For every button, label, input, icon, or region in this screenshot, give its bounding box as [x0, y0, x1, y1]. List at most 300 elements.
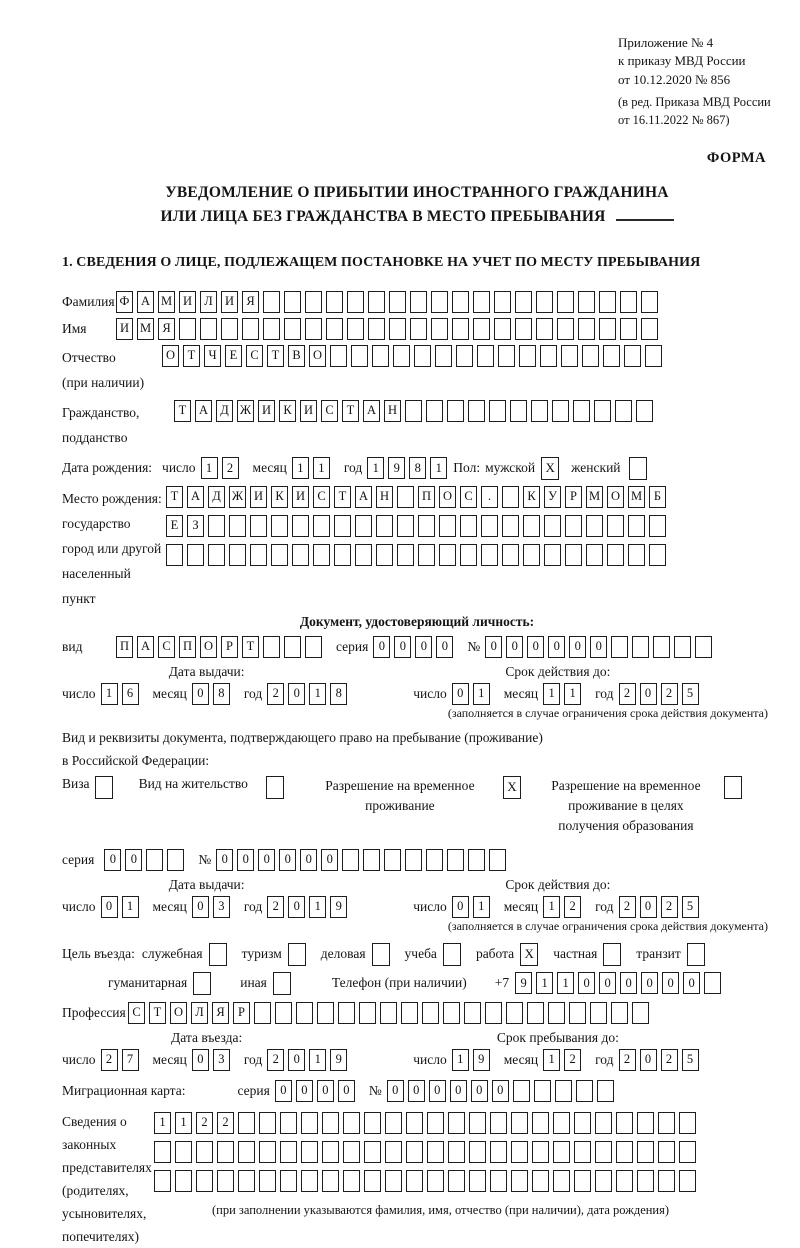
- char-box[interactable]: [280, 1170, 297, 1192]
- char-box[interactable]: 1: [543, 896, 560, 918]
- char-box[interactable]: [196, 1141, 213, 1163]
- char-box[interactable]: Ж: [229, 486, 246, 508]
- char-box[interactable]: [574, 1170, 591, 1192]
- char-box[interactable]: И: [221, 291, 238, 313]
- char-box[interactable]: [452, 318, 469, 340]
- char-box[interactable]: 1: [473, 896, 490, 918]
- char-box[interactable]: [380, 1002, 397, 1024]
- char-box[interactable]: [645, 345, 662, 367]
- purpose-private-checkbox[interactable]: [603, 943, 621, 966]
- char-box[interactable]: 2: [101, 1049, 118, 1071]
- char-box[interactable]: [397, 486, 414, 508]
- char-box[interactable]: [489, 849, 506, 871]
- char-box[interactable]: С: [321, 400, 338, 422]
- char-box[interactable]: [536, 291, 553, 313]
- char-box[interactable]: [263, 318, 280, 340]
- char-box[interactable]: 0: [288, 896, 305, 918]
- char-box[interactable]: 2: [267, 1049, 284, 1071]
- char-box[interactable]: 2: [222, 457, 239, 479]
- char-box[interactable]: 2: [564, 896, 581, 918]
- char-box[interactable]: [679, 1141, 696, 1163]
- char-box[interactable]: Е: [225, 345, 242, 367]
- char-box[interactable]: 0: [683, 972, 700, 994]
- char-box[interactable]: [389, 291, 406, 313]
- char-box[interactable]: 9: [515, 972, 532, 994]
- char-box[interactable]: 1: [430, 457, 447, 479]
- char-box[interactable]: [502, 486, 519, 508]
- char-box[interactable]: А: [363, 400, 380, 422]
- char-box[interactable]: 2: [619, 683, 636, 705]
- char-box[interactable]: Н: [376, 486, 393, 508]
- char-box[interactable]: [301, 1170, 318, 1192]
- char-box[interactable]: [284, 291, 301, 313]
- char-box[interactable]: 0: [436, 636, 453, 658]
- char-box[interactable]: 5: [682, 1049, 699, 1071]
- char-box[interactable]: [280, 1141, 297, 1163]
- char-box[interactable]: 1: [292, 457, 309, 479]
- char-box[interactable]: 0: [485, 636, 502, 658]
- char-box[interactable]: [322, 1141, 339, 1163]
- char-box[interactable]: [196, 1170, 213, 1192]
- char-box[interactable]: [397, 544, 414, 566]
- char-box[interactable]: [405, 849, 422, 871]
- char-box[interactable]: [435, 345, 452, 367]
- char-box[interactable]: 1: [543, 683, 560, 705]
- char-box[interactable]: 7: [122, 1049, 139, 1071]
- char-box[interactable]: 0: [125, 849, 142, 871]
- char-box[interactable]: [229, 515, 246, 537]
- char-box[interactable]: Т: [342, 400, 359, 422]
- char-box[interactable]: [611, 1002, 628, 1024]
- char-box[interactable]: Ж: [237, 400, 254, 422]
- char-box[interactable]: [502, 544, 519, 566]
- char-box[interactable]: [679, 1170, 696, 1192]
- purpose-business-checkbox[interactable]: [372, 943, 390, 966]
- char-box[interactable]: 0: [641, 972, 658, 994]
- char-box[interactable]: [301, 1141, 318, 1163]
- char-box[interactable]: Д: [208, 486, 225, 508]
- char-box[interactable]: [632, 636, 649, 658]
- char-box[interactable]: [263, 291, 280, 313]
- purpose-work-checkbox[interactable]: X: [520, 943, 538, 966]
- char-box[interactable]: [376, 515, 393, 537]
- char-box[interactable]: [208, 544, 225, 566]
- char-box[interactable]: 0: [492, 1080, 509, 1102]
- char-box[interactable]: С: [313, 486, 330, 508]
- char-box[interactable]: [217, 1141, 234, 1163]
- char-box[interactable]: [342, 849, 359, 871]
- char-box[interactable]: [355, 544, 372, 566]
- char-box[interactable]: А: [187, 486, 204, 508]
- char-box[interactable]: [326, 318, 343, 340]
- char-box[interactable]: А: [355, 486, 372, 508]
- char-box[interactable]: Р: [565, 486, 582, 508]
- char-box[interactable]: 0: [387, 1080, 404, 1102]
- char-box[interactable]: 0: [317, 1080, 334, 1102]
- char-box[interactable]: [313, 515, 330, 537]
- char-box[interactable]: [616, 1112, 633, 1134]
- char-box[interactable]: [490, 1112, 507, 1134]
- char-box[interactable]: [221, 318, 238, 340]
- char-box[interactable]: [490, 1170, 507, 1192]
- char-box[interactable]: [456, 345, 473, 367]
- char-box[interactable]: [271, 544, 288, 566]
- char-box[interactable]: [594, 400, 611, 422]
- char-box[interactable]: [263, 636, 280, 658]
- char-box[interactable]: 0: [429, 1080, 446, 1102]
- char-box[interactable]: 6: [122, 683, 139, 705]
- char-box[interactable]: Т: [166, 486, 183, 508]
- char-box[interactable]: 0: [288, 1049, 305, 1071]
- char-box[interactable]: [448, 1170, 465, 1192]
- char-box[interactable]: 0: [104, 849, 121, 871]
- char-box[interactable]: [326, 291, 343, 313]
- char-box[interactable]: [674, 636, 691, 658]
- char-box[interactable]: 1: [154, 1112, 171, 1134]
- char-box[interactable]: [275, 1002, 292, 1024]
- char-box[interactable]: [238, 1141, 255, 1163]
- char-box[interactable]: С: [158, 636, 175, 658]
- char-box[interactable]: [536, 318, 553, 340]
- char-box[interactable]: [384, 849, 401, 871]
- char-box[interactable]: [481, 544, 498, 566]
- char-box[interactable]: [284, 318, 301, 340]
- char-box[interactable]: [511, 1112, 528, 1134]
- char-box[interactable]: [187, 544, 204, 566]
- char-box[interactable]: [513, 1080, 530, 1102]
- char-box[interactable]: 0: [452, 683, 469, 705]
- char-box[interactable]: И: [250, 486, 267, 508]
- char-box[interactable]: Е: [166, 515, 183, 537]
- char-box[interactable]: 9: [330, 896, 347, 918]
- char-box[interactable]: 0: [275, 1080, 292, 1102]
- char-box[interactable]: 0: [620, 972, 637, 994]
- char-box[interactable]: [502, 515, 519, 537]
- char-box[interactable]: [582, 345, 599, 367]
- char-box[interactable]: [347, 318, 364, 340]
- char-box[interactable]: С: [128, 1002, 145, 1024]
- char-box[interactable]: Т: [334, 486, 351, 508]
- char-box[interactable]: 5: [682, 896, 699, 918]
- char-box[interactable]: 2: [267, 896, 284, 918]
- edu-residence-permit-checkbox[interactable]: [724, 776, 742, 799]
- char-box[interactable]: [523, 544, 540, 566]
- char-box[interactable]: [250, 515, 267, 537]
- char-box[interactable]: [175, 1170, 192, 1192]
- char-box[interactable]: [544, 544, 561, 566]
- char-box[interactable]: [179, 318, 196, 340]
- char-box[interactable]: [586, 515, 603, 537]
- char-box[interactable]: [510, 400, 527, 422]
- char-box[interactable]: [364, 1141, 381, 1163]
- char-box[interactable]: Я: [158, 318, 175, 340]
- char-box[interactable]: 0: [450, 1080, 467, 1102]
- char-box[interactable]: [305, 318, 322, 340]
- char-box[interactable]: 0: [101, 896, 118, 918]
- char-box[interactable]: Д: [216, 400, 233, 422]
- char-box[interactable]: [590, 1002, 607, 1024]
- char-box[interactable]: 3: [213, 1049, 230, 1071]
- char-box[interactable]: [473, 291, 490, 313]
- char-box[interactable]: Я: [212, 1002, 229, 1024]
- char-box[interactable]: [368, 318, 385, 340]
- char-box[interactable]: [414, 345, 431, 367]
- char-box[interactable]: [695, 636, 712, 658]
- char-box[interactable]: [418, 515, 435, 537]
- char-box[interactable]: [573, 400, 590, 422]
- char-box[interactable]: [208, 515, 225, 537]
- char-box[interactable]: 0: [506, 636, 523, 658]
- char-box[interactable]: 0: [288, 683, 305, 705]
- char-box[interactable]: Л: [200, 291, 217, 313]
- char-box[interactable]: 0: [548, 636, 565, 658]
- char-box[interactable]: [452, 291, 469, 313]
- char-box[interactable]: [359, 1002, 376, 1024]
- male-checkbox[interactable]: X: [541, 457, 559, 480]
- char-box[interactable]: [305, 291, 322, 313]
- char-box[interactable]: [271, 515, 288, 537]
- char-box[interactable]: И: [300, 400, 317, 422]
- char-box[interactable]: 9: [330, 1049, 347, 1071]
- char-box[interactable]: [347, 291, 364, 313]
- char-box[interactable]: [343, 1112, 360, 1134]
- char-box[interactable]: [426, 849, 443, 871]
- char-box[interactable]: [615, 400, 632, 422]
- char-box[interactable]: 0: [578, 972, 595, 994]
- char-box[interactable]: [599, 318, 616, 340]
- char-box[interactable]: [305, 636, 322, 658]
- char-box[interactable]: [641, 291, 658, 313]
- char-box[interactable]: М: [158, 291, 175, 313]
- char-box[interactable]: [578, 291, 595, 313]
- char-box[interactable]: [334, 515, 351, 537]
- char-box[interactable]: [364, 1170, 381, 1192]
- char-box[interactable]: [372, 345, 389, 367]
- char-box[interactable]: 1: [473, 683, 490, 705]
- char-box[interactable]: И: [258, 400, 275, 422]
- char-box[interactable]: [448, 1112, 465, 1134]
- char-box[interactable]: 2: [661, 683, 678, 705]
- char-box[interactable]: [607, 515, 624, 537]
- char-box[interactable]: Т: [242, 636, 259, 658]
- char-box[interactable]: [624, 345, 641, 367]
- char-box[interactable]: [636, 400, 653, 422]
- char-box[interactable]: 1: [201, 457, 218, 479]
- char-box[interactable]: В: [288, 345, 305, 367]
- char-box[interactable]: [343, 1141, 360, 1163]
- char-box[interactable]: [284, 636, 301, 658]
- char-box[interactable]: [217, 1170, 234, 1192]
- char-box[interactable]: [532, 1112, 549, 1134]
- char-box[interactable]: [296, 1002, 313, 1024]
- char-box[interactable]: [586, 544, 603, 566]
- char-box[interactable]: [259, 1170, 276, 1192]
- char-box[interactable]: [553, 1170, 570, 1192]
- char-box[interactable]: 1: [309, 896, 326, 918]
- purpose-humanitarian-checkbox[interactable]: [193, 972, 211, 995]
- char-box[interactable]: 2: [661, 896, 678, 918]
- purpose-study-checkbox[interactable]: [443, 943, 461, 966]
- char-box[interactable]: [494, 291, 511, 313]
- char-box[interactable]: И: [179, 291, 196, 313]
- char-box[interactable]: [406, 1170, 423, 1192]
- char-box[interactable]: [427, 1170, 444, 1192]
- char-box[interactable]: [523, 515, 540, 537]
- char-box[interactable]: 2: [267, 683, 284, 705]
- char-box[interactable]: [557, 291, 574, 313]
- char-box[interactable]: [641, 318, 658, 340]
- char-box[interactable]: [477, 345, 494, 367]
- char-box[interactable]: М: [137, 318, 154, 340]
- char-box[interactable]: [469, 1141, 486, 1163]
- char-box[interactable]: 0: [373, 636, 390, 658]
- char-box[interactable]: П: [418, 486, 435, 508]
- char-box[interactable]: [494, 318, 511, 340]
- char-box[interactable]: [242, 318, 259, 340]
- char-box[interactable]: [704, 972, 721, 994]
- char-box[interactable]: 1: [309, 1049, 326, 1071]
- char-box[interactable]: [515, 318, 532, 340]
- char-box[interactable]: [599, 291, 616, 313]
- char-box[interactable]: [515, 291, 532, 313]
- char-box[interactable]: [422, 1002, 439, 1024]
- char-box[interactable]: [473, 318, 490, 340]
- char-box[interactable]: 5: [682, 683, 699, 705]
- char-box[interactable]: [637, 1170, 654, 1192]
- char-box[interactable]: 0: [471, 1080, 488, 1102]
- char-box[interactable]: [313, 544, 330, 566]
- char-box[interactable]: [460, 544, 477, 566]
- char-box[interactable]: [595, 1170, 612, 1192]
- char-box[interactable]: П: [116, 636, 133, 658]
- char-box[interactable]: К: [271, 486, 288, 508]
- char-box[interactable]: [649, 544, 666, 566]
- char-box[interactable]: 0: [300, 849, 317, 871]
- char-box[interactable]: [553, 1141, 570, 1163]
- char-box[interactable]: [578, 318, 595, 340]
- char-box[interactable]: [658, 1141, 675, 1163]
- char-box[interactable]: [154, 1170, 171, 1192]
- char-box[interactable]: [338, 1002, 355, 1024]
- char-box[interactable]: .: [481, 486, 498, 508]
- char-box[interactable]: 2: [196, 1112, 213, 1134]
- purpose-other-checkbox[interactable]: [273, 972, 291, 995]
- char-box[interactable]: 0: [216, 849, 233, 871]
- char-box[interactable]: [597, 1080, 614, 1102]
- char-box[interactable]: [393, 345, 410, 367]
- char-box[interactable]: [595, 1141, 612, 1163]
- char-box[interactable]: [167, 849, 184, 871]
- char-box[interactable]: [406, 1112, 423, 1134]
- char-box[interactable]: [317, 1002, 334, 1024]
- char-box[interactable]: 1: [309, 683, 326, 705]
- char-box[interactable]: [175, 1141, 192, 1163]
- char-box[interactable]: 1: [101, 683, 118, 705]
- char-box[interactable]: [351, 345, 368, 367]
- char-box[interactable]: [464, 1002, 481, 1024]
- char-box[interactable]: [363, 849, 380, 871]
- char-box[interactable]: 2: [217, 1112, 234, 1134]
- char-box[interactable]: [658, 1112, 675, 1134]
- char-box[interactable]: [620, 318, 637, 340]
- char-box[interactable]: 0: [192, 683, 209, 705]
- char-box[interactable]: [447, 849, 464, 871]
- char-box[interactable]: Я: [242, 291, 259, 313]
- char-box[interactable]: У: [544, 486, 561, 508]
- char-box[interactable]: С: [460, 486, 477, 508]
- char-box[interactable]: [511, 1170, 528, 1192]
- char-box[interactable]: [557, 318, 574, 340]
- char-box[interactable]: [426, 400, 443, 422]
- char-box[interactable]: О: [200, 636, 217, 658]
- char-box[interactable]: [376, 544, 393, 566]
- char-box[interactable]: А: [137, 291, 154, 313]
- char-box[interactable]: [385, 1170, 402, 1192]
- char-box[interactable]: 0: [590, 636, 607, 658]
- purpose-transit-checkbox[interactable]: [687, 943, 705, 966]
- char-box[interactable]: 1: [557, 972, 574, 994]
- char-box[interactable]: 0: [640, 896, 657, 918]
- char-box[interactable]: Н: [384, 400, 401, 422]
- char-box[interactable]: [527, 1002, 544, 1024]
- char-box[interactable]: [292, 544, 309, 566]
- char-box[interactable]: Т: [174, 400, 191, 422]
- char-box[interactable]: [401, 1002, 418, 1024]
- char-box[interactable]: 8: [330, 683, 347, 705]
- char-box[interactable]: К: [523, 486, 540, 508]
- char-box[interactable]: [385, 1141, 402, 1163]
- char-box[interactable]: 0: [394, 636, 411, 658]
- char-box[interactable]: [576, 1080, 593, 1102]
- char-box[interactable]: [330, 345, 347, 367]
- char-box[interactable]: 0: [452, 896, 469, 918]
- char-box[interactable]: М: [586, 486, 603, 508]
- char-box[interactable]: [431, 291, 448, 313]
- char-box[interactable]: 9: [388, 457, 405, 479]
- char-box[interactable]: [368, 291, 385, 313]
- char-box[interactable]: 0: [321, 849, 338, 871]
- char-box[interactable]: 1: [452, 1049, 469, 1071]
- char-box[interactable]: А: [195, 400, 212, 422]
- char-box[interactable]: [259, 1141, 276, 1163]
- temp-residence-permit-checkbox[interactable]: X: [503, 776, 521, 799]
- char-box[interactable]: 2: [661, 1049, 678, 1071]
- char-box[interactable]: [259, 1112, 276, 1134]
- char-box[interactable]: [229, 544, 246, 566]
- char-box[interactable]: [238, 1170, 255, 1192]
- char-box[interactable]: [431, 318, 448, 340]
- char-box[interactable]: [569, 1002, 586, 1024]
- char-box[interactable]: [364, 1112, 381, 1134]
- char-box[interactable]: [595, 1112, 612, 1134]
- char-box[interactable]: 0: [279, 849, 296, 871]
- char-box[interactable]: И: [292, 486, 309, 508]
- char-box[interactable]: [439, 544, 456, 566]
- char-box[interactable]: О: [170, 1002, 187, 1024]
- char-box[interactable]: [511, 1141, 528, 1163]
- char-box[interactable]: 8: [213, 683, 230, 705]
- char-box[interactable]: [490, 1141, 507, 1163]
- char-box[interactable]: [469, 1112, 486, 1134]
- char-box[interactable]: [468, 400, 485, 422]
- char-box[interactable]: [548, 1002, 565, 1024]
- char-box[interactable]: [238, 1112, 255, 1134]
- char-box[interactable]: 0: [599, 972, 616, 994]
- char-box[interactable]: [532, 1141, 549, 1163]
- visa-checkbox[interactable]: [95, 776, 113, 799]
- char-box[interactable]: 0: [338, 1080, 355, 1102]
- char-box[interactable]: К: [279, 400, 296, 422]
